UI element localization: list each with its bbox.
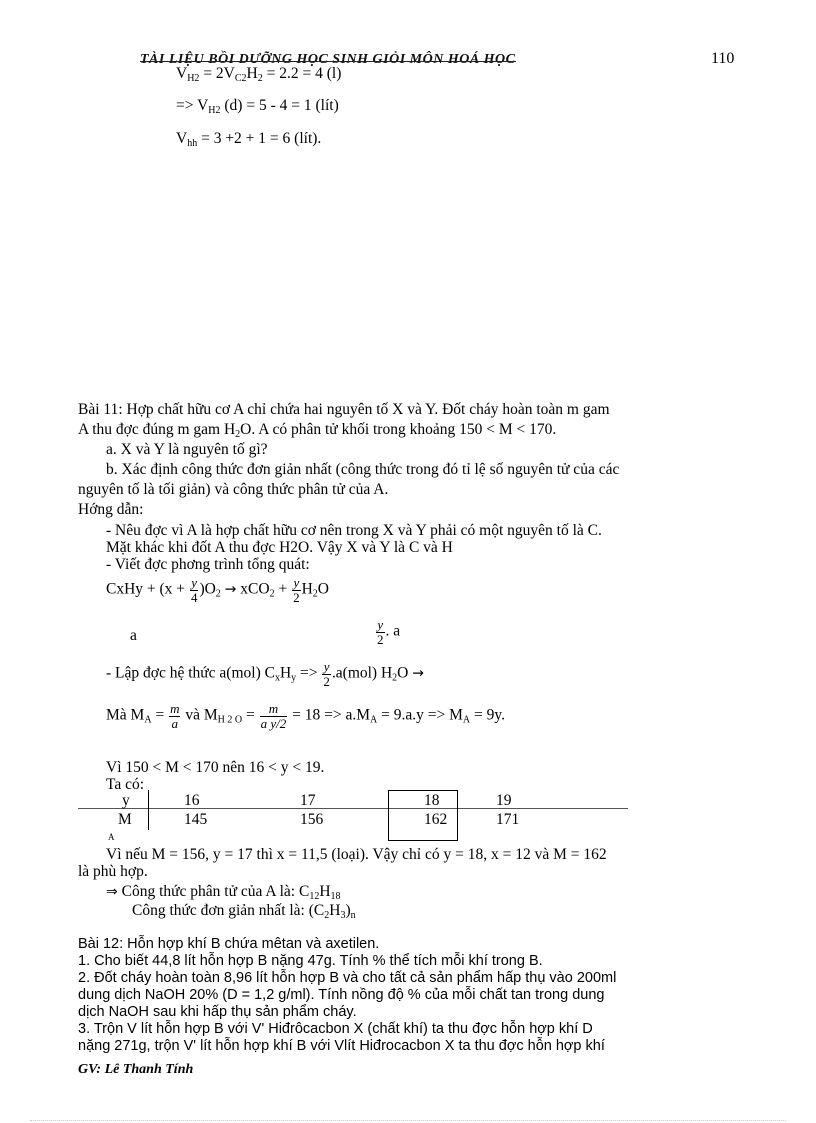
table-row-y-label: y: [122, 792, 130, 809]
bai11-mole-product: $\frac{y}{2}$ . a: [377, 617, 401, 647]
bai12-line-2: 1. Cho biết 44,8 lít hỗn hợp B nặng 47g. Tính % thể tích mỗi khí trong B.: [78, 953, 543, 969]
solution-line-2: => $V_{H2}$ (d) = 5 - 4 = 1 (lít): [176, 97, 339, 116]
header-title: TÀI LIỆU BỒI DƯỠNG HỌC SINH GIỎI MÔN HOÁ HỌC: [140, 52, 516, 67]
bai11-guide-line-3: - Viết đợc phơng trình tổng quát:: [106, 556, 310, 573]
bai11-conclusion-line-2: là phù hợp.: [78, 863, 148, 880]
table-row-m-subscript: A: [108, 832, 115, 842]
bai11-part-b-line-1: b. Xác định công thức đơn giản nhất (công thức trong đó tỉ lệ số nguyên tử của các: [106, 461, 620, 478]
table-cell: 17: [300, 792, 316, 809]
bai11-equation-3: Mà $M_A$ = $\frac{m}{a}$ và $M_{H 2 O}$ = $\frac{m}{\text{a y/2}}$ = $18 => a.M_A = 9.a.y => M_A = 9y$.: [106, 701, 505, 731]
implies-arrow-icon: ⇒: [106, 884, 118, 900]
bai11-question-line-2: A thu đợc đúng m gam $H_2O$. A có phân tử khối trong khoảng 150 < M < 170.: [78, 421, 557, 440]
bai12-line-7: nặng 271g, trộn V' lít hỗn hợp khí B với Vlít Hiđrocacbon X ta thu đợc hỗn hợp khí: [78, 1038, 605, 1054]
table-cell: 19: [496, 792, 512, 809]
footer-divider: [30, 1120, 786, 1121]
table-highlight-box: [388, 790, 458, 841]
bai12-line-5: dịch NaOH sau khi hấp thụ sản phẩm cháy.: [78, 1004, 357, 1020]
fraction-y-over-2: $\frac{y}{2}$: [293, 575, 300, 605]
reaction-arrow-icon: →: [224, 581, 237, 598]
table-cell: 171: [496, 811, 520, 828]
bai11-equation-2: - Lập đợc hệ thức a(mol) $C_xH_y$ => $\frac{y}{2}$ .a(mol) $H_2O$ →: [106, 659, 424, 689]
bai11-condition: Vì 150 < M < 170 nên 16 < y < 19.: [106, 759, 325, 776]
bai11-guide-line-2: Mặt khác khi đốt A thu đợc H2O. Vậy X và Y là C và H: [106, 539, 453, 556]
bai11-ta-co: Ta có:: [106, 776, 145, 793]
bai12-line-3: 2. Đốt cháy hoàn toàn 8,96 lít hỗn hợp B và cho tất cả sản phẩm hấp thụ vào 200ml: [78, 970, 617, 986]
bai11-part-b-line-2: nguyên tố là tối giản) và công thức phân tử của A.: [78, 481, 389, 498]
footer-signature: GV: Lê Thanh Tính: [78, 1062, 194, 1077]
table-vertical-divider: [148, 790, 149, 830]
bai11-guide-heading: Hớng dẫn:: [78, 501, 144, 518]
table-cell: 16: [184, 792, 200, 809]
bai11-empirical-formula: Công thức đơn giản nhất là: $(C_2H_3)_n$: [132, 902, 356, 921]
fraction-y-over-4: $\frac{y}{4}$: [190, 575, 198, 605]
bai11-mole-a: a: [130, 627, 137, 644]
bai11-part-a: a. X và Y là nguyên tố gì?: [106, 441, 268, 458]
bai11-question-line-1: Bài 11: Hợp chất hữu cơ A chỉ chứa hai nguyên tố X và Y. Đốt cháy hoàn toàn m gam: [78, 401, 610, 418]
table-cell: 162: [424, 811, 448, 828]
bai11-equation-1: CxHy + (x + $\frac{y}{4}$ )$O_2 \to xCO_2$ + $\frac{y}{2}$ $H_2O$: [106, 575, 329, 605]
bai11-molecular-formula: ⇒ Công thức phân tử của A là: $C_{12}H_{18}$: [106, 883, 341, 902]
bai12-line-1: Bài 12: Hỗn hợp khí B chứa mêtan và axetilen.: [78, 936, 380, 952]
bai11-guide-line-1: - Nêu đợc vì A là hợp chất hữu cơ nên trong X và Y phải có một nguyên tố là C.: [106, 522, 602, 539]
solution-line-3: $V_{hh} = 3 +2 + 1 = 6$ (lít).: [176, 130, 322, 149]
page-number: 110: [711, 50, 735, 67]
table-cell: 18: [424, 792, 440, 809]
bai12-line-6: 3. Trộn V lít hỗn hợp B với V' Hiđrôcacbon X (chất khí) ta thu đợc hỗn hợp khí D: [78, 1021, 593, 1037]
table-cell: 145: [184, 811, 208, 828]
bai11-conclusion-line-1: Vì nếu M = 156, y = 17 thì x = 11,5 (loại). Vậy chỉ có y = 18, x = 12 và M = 162: [106, 846, 607, 863]
table-divider: [78, 808, 628, 809]
table-row-m-label: M: [118, 811, 132, 828]
table-cell: 156: [300, 811, 324, 828]
reaction-arrow-icon: →: [412, 665, 424, 682]
solution-line-1: $V_{H2} = 2V_{C2}H_2 = 2.2 = 4$ (l): [176, 65, 342, 84]
bai12-line-4: dung dịch NaOH 20% (D = 1,2 g/ml). Tính nồng độ % của mỗi chất tan trong dung: [78, 987, 605, 1003]
